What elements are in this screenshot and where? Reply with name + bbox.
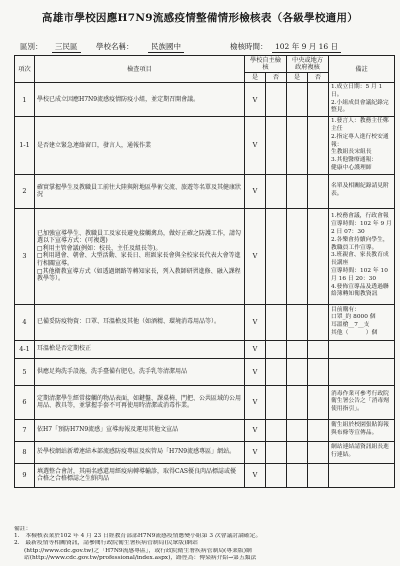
row-note: 1.成立日期：5 月 1 日。 2.小組成員會議紀錄完整見。 [329, 83, 395, 117]
school-yes-mark: V [245, 358, 266, 385]
center-no-mark [308, 358, 329, 385]
row-item: 於學校網站新增連結本部流感防疫專區及疾管局「H7N9流感專區」網站。 [35, 441, 245, 463]
row-item: 定期清潔學生經常接觸的物品表面，如鍵盤、課桌椅、門把、公共區域的公用用品、教具等，並掌握手套不可再使用時清潔或消毒作業。 [35, 385, 245, 419]
school-no-mark [266, 358, 287, 385]
footer-line: 1. 本檢核表業於102 年 4 月 23 日經教育部部H7N9流感疫情應變小組第 3 次會議討論確定。 [14, 533, 262, 540]
table-row [15, 117, 395, 175]
table-row [15, 463, 395, 487]
center-yes-mark [287, 358, 308, 385]
table-row [15, 83, 395, 117]
date-label: 檢核時間： [230, 42, 268, 51]
center-yes-mark [287, 463, 308, 487]
school-no-mark [266, 385, 287, 419]
center-no-mark [308, 463, 329, 487]
center-yes-mark [287, 117, 308, 175]
header-no: 項次 [15, 56, 35, 83]
header-no-col: 否 [308, 73, 329, 83]
table-row [15, 358, 395, 385]
row-number: 2 [15, 174, 35, 208]
row-item: 依H7「預防H7N9流感」宣導海報及運用其他文宣品 [35, 419, 245, 441]
school-yes-mark: V [245, 441, 266, 463]
school-no-mark [266, 304, 287, 340]
header-school-check: 學校自主檢核 [245, 56, 287, 73]
school-no-mark [266, 419, 287, 441]
row-number: 7 [15, 419, 35, 441]
row-number: 1-1 [15, 117, 35, 175]
row-item: 確實掌握學生及教職員工前往大陸與附地區學術交流、旅遊等名單及其健康狀況 [35, 174, 245, 208]
header-item: 檢查項目 [35, 56, 245, 83]
center-yes-mark [287, 174, 308, 208]
school-no-mark [266, 441, 287, 463]
row-item: 已加強宣導學生、教職員工及家長避免接觸禽鳥，做好正確之防護工作，請勾選以下宣導方式：(可複選) □利用主管會議(例如：校長、主任及組長等)。 □利用週會、朝會、大型活動、家長日、班級家長會與全校家長代表大會等進行相關宣導。 □其他衛教宣導方式（如透過網路等轉知家長，列入教師研習進修、融入課程教學等）。 [35, 208, 245, 304]
table-row [15, 441, 395, 463]
header-no-col: 否 [266, 73, 287, 83]
center-yes-mark [287, 208, 308, 304]
document-title: 高雄市學校因應H7N9流感疫情整備情形檢核表（各級學校適用） [41, 12, 359, 24]
row-note [329, 463, 395, 487]
center-no-mark [308, 83, 329, 117]
school-yes-mark: V [245, 419, 266, 441]
row-note: 衛生組於校園張貼海報與布條等宣傳品。 [329, 419, 395, 441]
row-item: 已備妥防疫物資：口罩、耳溫槍及其他（如酒精、環境消毒用品等）。 [35, 304, 245, 340]
center-yes-mark [287, 83, 308, 117]
school-no-mark [266, 463, 287, 487]
row-number: 1 [15, 83, 35, 117]
table-row [15, 304, 395, 340]
center-no-mark [308, 419, 329, 441]
row-item: 是否建立緊急連絡窗口，發言人，通報作業 [35, 117, 245, 175]
school-yes-mark: V [245, 83, 266, 117]
checklist-table [14, 55, 395, 488]
row-item: 填選整合會討，其兩名感還用經疫病轉導輸診，取得CAS優良肉品標誌或優合格之合格標誌之生鮮肉品 [35, 463, 245, 487]
footer-line: 2. 最新疫情等相關資訊，請參閱行政院衛生署疾病管制局(民眾版)網站 [14, 540, 198, 547]
school-yes-mark: V [245, 385, 266, 419]
row-number: 3 [15, 208, 35, 304]
table-row [15, 419, 395, 441]
center-yes-mark [287, 385, 308, 419]
school-yes-mark: V [245, 117, 266, 175]
row-item: 耳溫槍是否定期校正 [35, 340, 245, 358]
row-number: 8 [15, 441, 35, 463]
row-note: 目前購有： 口罩_約 8000 個 耳溫槍__7__支 其他（ ）個 [329, 304, 395, 340]
school-yes-mark: V [245, 174, 266, 208]
row-item: 供應足夠洗手設施，洗手臺備有肥皂，洗手乳等清潔用品 [35, 358, 245, 385]
school-no-mark [266, 117, 287, 175]
district-value: 三民區 [52, 41, 81, 53]
row-number: 4-1 [15, 340, 35, 358]
table-row [15, 340, 395, 358]
row-number: 5 [15, 358, 35, 385]
row-number: 9 [15, 463, 35, 487]
center-no-mark [308, 441, 329, 463]
row-note: 名單及相關紀錄請見附表。 [329, 174, 395, 208]
center-yes-mark [287, 304, 308, 340]
center-yes-mark [287, 441, 308, 463]
school-no-mark [266, 340, 287, 358]
row-item: 學校已成立因應H7N9流感疫情防疫小組，並定期召開會議。 [35, 83, 245, 117]
footer-label: 備註： [14, 526, 32, 532]
school-label: 學校名稱： [96, 42, 134, 51]
header-yes: 是 [287, 73, 308, 83]
header-center-check: 中央或地方政府複核 [287, 56, 329, 73]
row-number: 4 [15, 304, 35, 340]
school-yes-mark: V [245, 340, 266, 358]
school-value: 民族國中 [148, 41, 184, 53]
row-note: 網站連結請資訊組長進行連結。 [329, 441, 395, 463]
header-note: 備註 [329, 56, 395, 83]
row-note [329, 358, 395, 385]
table-row [15, 174, 395, 208]
row-note: 1.校務會議，行政會報 宣導時間：102 年 9 月 2 日 07：30 2.各樂會持續向學生，教職員工作宣導。 3.班親會、家長教育成長講座 宣導時間：102 年 10 月 16 日 20：30 4.發佈宣導品及透過聯絡簿轉知衛教資訊 [329, 208, 395, 304]
footer-line: 站(http://www.cdc.gov.tw/professional/index.aspx)，路徑為：傳染病介紹→第五類法 [24, 554, 257, 561]
row-number: 6 [15, 385, 35, 419]
center-no-mark [308, 117, 329, 175]
row-note: 消毒作業可參考行政院衛生署公告之「消毒劑使用指引」。 [329, 385, 395, 419]
center-no-mark [308, 385, 329, 419]
center-no-mark [308, 208, 329, 304]
school-no-mark [266, 83, 287, 117]
school-no-mark [266, 208, 287, 304]
center-no-mark [308, 340, 329, 358]
school-info [20, 41, 390, 55]
center-no-mark [308, 174, 329, 208]
date-value: 102 年 9 月 16 日 [272, 41, 341, 53]
footer-notes [14, 526, 394, 562]
table-row [15, 208, 395, 304]
center-yes-mark [287, 340, 308, 358]
table-row [15, 385, 395, 419]
row-note [329, 340, 395, 358]
center-yes-mark [287, 419, 308, 441]
header-yes: 是 [245, 73, 266, 83]
center-no-mark [308, 304, 329, 340]
school-yes-mark: V [245, 208, 266, 304]
footer-line: (http://www.cdc.gov.tw)之「H7N9流感專區」，或行政院衛生署疾病管制局(專業版)網 [24, 547, 252, 554]
school-yes-mark: V [245, 304, 266, 340]
school-yes-mark: V [245, 463, 266, 487]
school-no-mark [266, 174, 287, 208]
row-note: 1.發言人：教務主任鄭主任 2.指定專人進行校安通報： 生教組長宋組長 3.其他醫療通報： 健康中心護理師 [329, 117, 395, 175]
district-label: 區別： [20, 42, 43, 51]
